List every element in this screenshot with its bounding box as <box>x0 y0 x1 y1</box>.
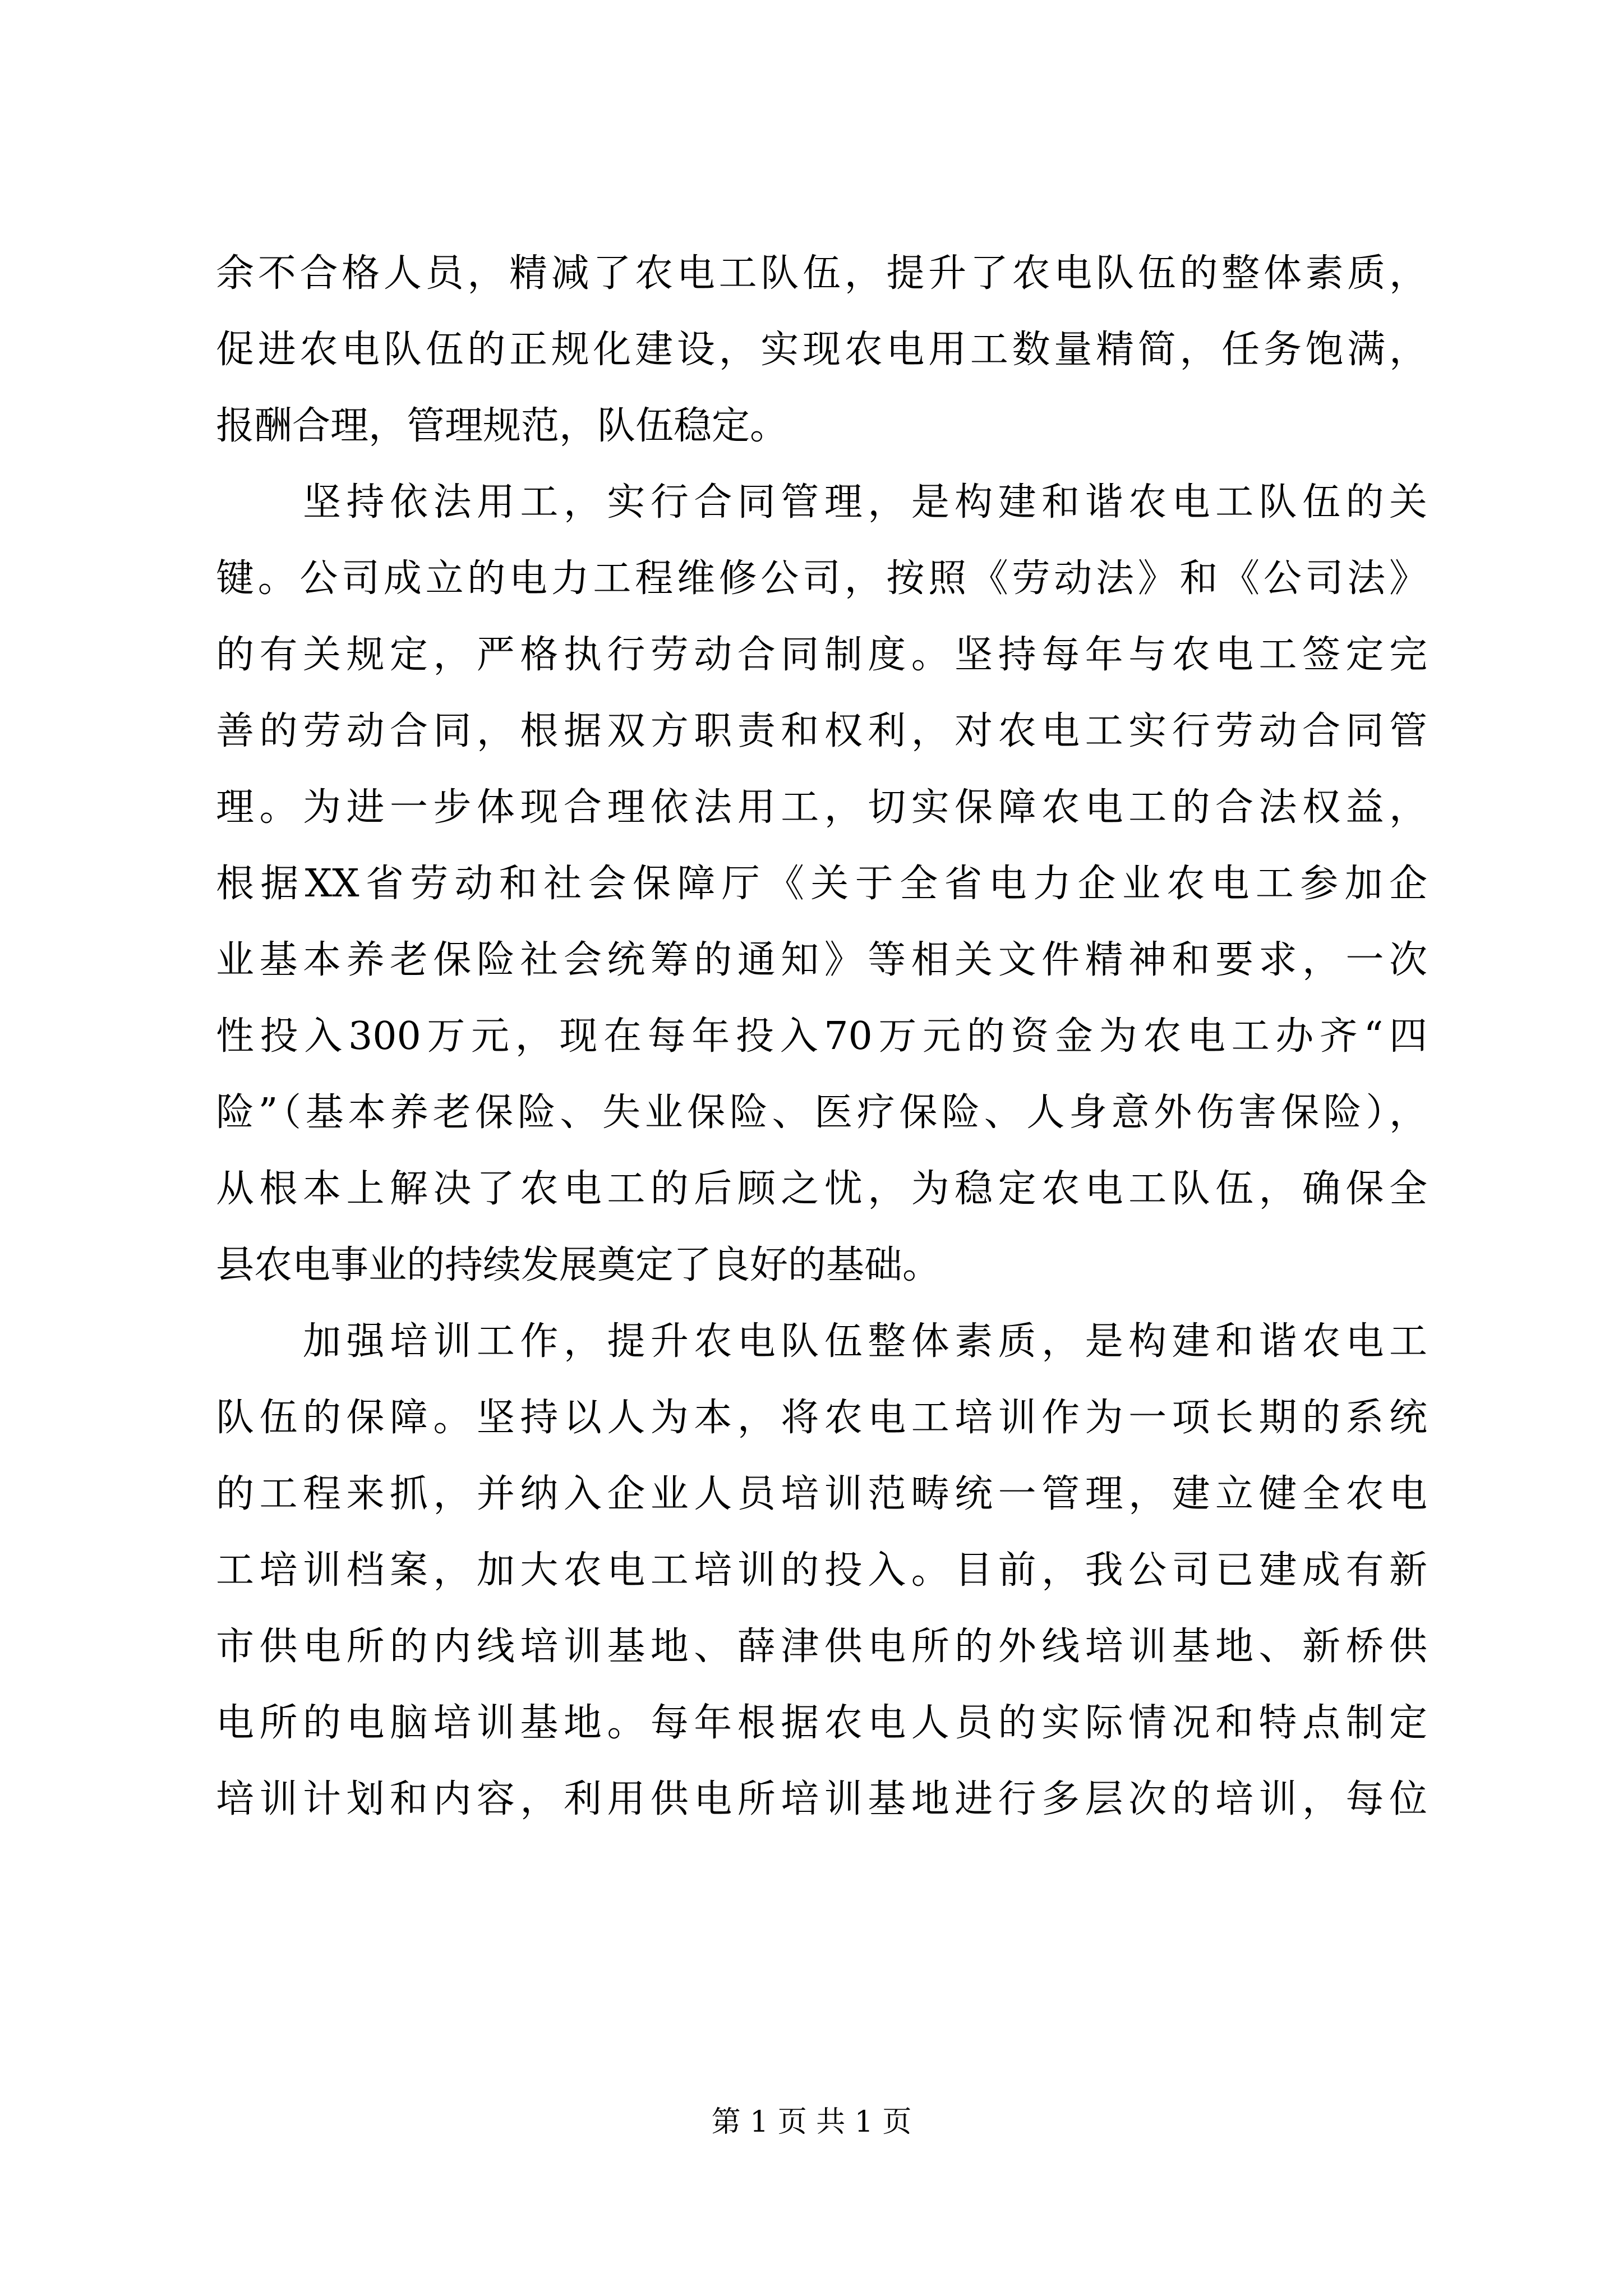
text-line: 县农电事业的持续发展奠定了良好的基础。 <box>216 1243 941 1287</box>
text-line: 加强培训工作，提升农电队伍整体素质，是构建和谐农电工 <box>303 1319 1427 1364</box>
text-line: 电所的电脑培训基地。每年根据农电人员的实际情况和特点制定 <box>216 1701 1427 1745</box>
text-line: 的工程来抓，并纳入企业人员培训范畴统一管理，建立健全农电 <box>216 1472 1427 1516</box>
text-line: 余不合格人员，精减了农电工队伍，提升了农电队伍的整体素质， <box>216 251 1427 296</box>
text-line: 键。公司成立的电力工程维修公司，按照《劳动法》和《公司法》 <box>216 556 1427 601</box>
body-text <box>216 236 1427 1838</box>
text-line: 根据XX省劳动和社会保障厅《关于全省电力企业农电工参加企 <box>216 862 1427 906</box>
text-line: 培训计划和内容，利用供电所培训基地进行多层次的培训，每位 <box>216 1777 1427 1821</box>
text-line: 促进农电队伍的正规化建设，实现农电用工数量精简，任务饱满， <box>216 328 1427 372</box>
text-line: 的有关规定，严格执行劳动合同制度。坚持每年与农电工签定完 <box>216 633 1427 677</box>
text-line: 业基本养老保险社会统筹的通知》等相关文件精神和要求，一次 <box>216 938 1427 982</box>
text-line: 坚持依法用工，实行合同管理，是构建和谐农电工队伍的关 <box>303 480 1427 524</box>
text-line: 从根本上解决了农电工的后顾之忧，为稳定农电工队伍，确保全 <box>216 1167 1427 1211</box>
text-line: 性投入300万元，现在每年投入70万元的资金为农电工办齐“四 <box>216 1014 1427 1059</box>
page-number-footer: 第 1 页 共 1 页 <box>711 2105 912 2139</box>
text-line: 险”（基本养老保险、失业保险、医疗保险、人身意外伤害保险）， <box>216 1091 1427 1135</box>
text-line: 报酬合理，管理规范，队伍稳定。 <box>216 404 789 448</box>
text-line: 工培训档案，加大农电工培训的投入。目前，我公司已建成有新 <box>216 1548 1427 1593</box>
text-line: 队伍的保障。坚持以人为本，将农电工培训作为一项长期的系统 <box>216 1396 1427 1440</box>
text-line: 理。为进一步体现合理依法用工，切实保障农电工的合法权益， <box>216 785 1427 830</box>
text-line: 善的劳动合同，根据双方职责和权利，对农电工实行劳动合同管 <box>216 709 1427 753</box>
text-line: 市供电所的内线培训基地、薛津供电所的外线培训基地、新桥供 <box>216 1625 1427 1669</box>
